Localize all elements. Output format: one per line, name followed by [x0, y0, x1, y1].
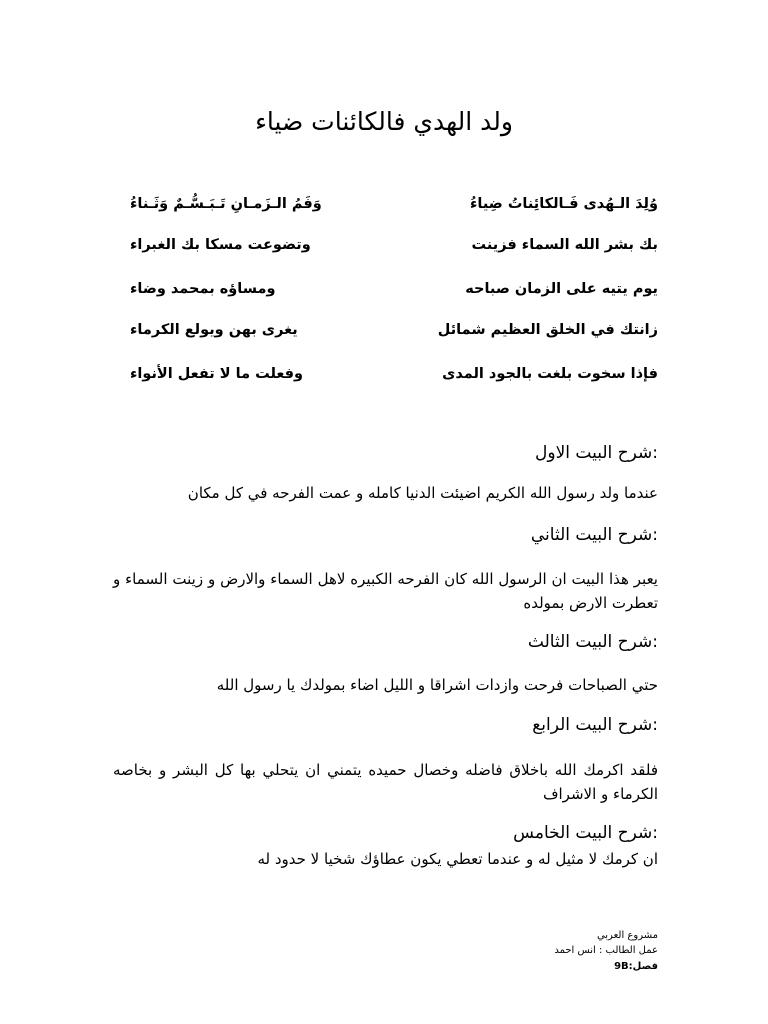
verse-first-hemistich: بك بشر الله السماء فزينت	[471, 237, 658, 253]
explanation-heading: :شرح البيت الثالث	[527, 632, 658, 652]
explanation-heading: :شرح البيت الخامس	[513, 823, 658, 843]
verse-second-hemistich: يغرى بهن ويولع الكرماء	[130, 322, 298, 338]
explanation-text: يعبر هذا البيت ان الرسول الله كان الفرحه الكبيره لاهل السماء والارض و زينت السماء و تعطرت الارض بمولده	[113, 570, 658, 612]
verse-row	[130, 322, 658, 350]
footer-class: فصل:9B	[614, 961, 658, 972]
explanation-text: ان كرمك لا مثيل له و عندما تعطي يكون عطاؤك شخيا لا حدود له	[257, 850, 658, 868]
explanation-text: فلقد اكرمك الله باخلاق فاضله وخصال حميده يتمني ان يتحلي بها كل البشر و بخاصه الكرماء و الاشراف	[113, 761, 658, 803]
explanation-text: حتي الصباحات فرحت وازدات اشراقا و الليل اضاء بمولدك يا رسول الله	[216, 676, 658, 694]
explanation-heading: :شرح البيت الرابع	[532, 715, 658, 735]
verse-second-hemistich: وَفَمُ الـزَمـانِ تَـبَـسُّـمٌ وَثَـناءُ	[130, 196, 322, 212]
verse-row	[130, 237, 658, 265]
verse-row	[130, 366, 658, 394]
verse-second-hemistich: ومساؤه بمحمد وضاء	[130, 281, 276, 297]
verse-row	[130, 281, 658, 309]
explanation-heading: :شرح البيت الثاني	[530, 525, 658, 545]
verse-row	[130, 196, 658, 224]
verse-first-hemistich: فإذا سخوت بلغت بالجود المدى	[442, 366, 658, 382]
verse-first-hemistich: وُلِدَ الـهُدى فَـالكائِناتُ ضِياءُ	[470, 196, 658, 212]
verse-second-hemistich: وفعلت ما لا تفعل الأنواء	[130, 366, 304, 382]
explanation-text: عندما ولد رسول الله الكريم اضيئت الدنيا كامله و عمت الفرحه في كل مكان	[187, 484, 658, 502]
verse-second-hemistich: وتضوعت مسكا بك الغبراء	[130, 237, 311, 253]
poem-title: ولد الهدي فالكائنات ضياء	[255, 106, 513, 136]
explanation-heading: :شرح البيت الاول	[535, 443, 658, 463]
footer-student: عمل الطالب : انس احمد	[554, 945, 658, 956]
verse-first-hemistich: زانتك في الخلق العظيم شمائل	[437, 322, 658, 338]
footer-project: مشروع العربي	[596, 930, 658, 941]
verse-first-hemistich: يوم يتيه على الزمان صباحه	[465, 281, 658, 297]
